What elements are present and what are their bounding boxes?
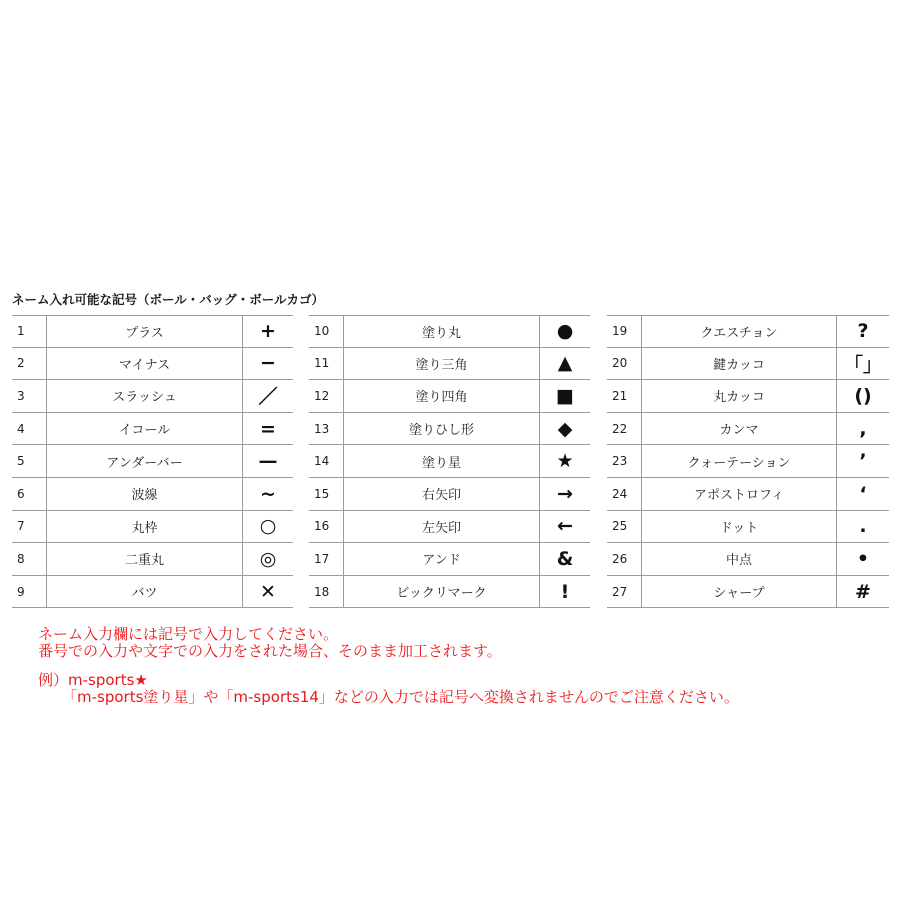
table-row [12, 576, 293, 609]
symbol-glyph: () [854, 384, 872, 407]
symbol-name: 丸枠 [46, 511, 243, 543]
table-row [12, 445, 293, 478]
table-row [12, 316, 293, 348]
table-row [309, 576, 590, 609]
symbol-glyph: & [556, 547, 574, 570]
example-text: 「m-sports塗り星」や「m-sports14」などの入力では記号へ変換されませんのでご注意ください。 [62, 688, 739, 706]
row-number: 14 [314, 454, 330, 469]
symbol-table-3 [607, 315, 889, 608]
table-row [309, 445, 590, 478]
table-row [607, 380, 889, 413]
symbol-glyph: ◎ [259, 547, 277, 570]
symbol-name: クォーテーション [641, 445, 837, 477]
row-number: 16 [314, 519, 330, 534]
symbol-name: カンマ [641, 413, 837, 445]
symbol-name: 二重丸 [46, 543, 243, 575]
symbol-name: アンダーバー [46, 445, 243, 477]
symbol-glyph: ? [857, 320, 869, 343]
table-row [607, 316, 889, 348]
table-row [309, 511, 590, 544]
symbol-table-1 [12, 315, 293, 608]
symbol-name: ビックリマーク [343, 576, 540, 608]
symbol-glyph: → [557, 482, 573, 505]
symbol-name: スラッシュ [46, 380, 243, 412]
row-number: 1 [17, 324, 25, 339]
symbol-name: 塗り星 [343, 445, 540, 477]
table-row [309, 348, 590, 381]
table-row [607, 576, 889, 609]
symbol-glyph: ’ [859, 450, 867, 473]
symbol-glyph: ! [560, 580, 570, 603]
symbol-name: ドット [641, 511, 837, 543]
table-row [607, 543, 889, 576]
symbol-glyph: ○ [259, 515, 277, 538]
symbol-table-2 [309, 315, 590, 608]
row-number: 24 [612, 486, 628, 501]
table-row [309, 380, 590, 413]
symbol-glyph: = [260, 417, 276, 440]
table-row [309, 316, 590, 348]
notice-text [38, 626, 739, 706]
symbol-name: 塗り丸 [343, 316, 540, 347]
table-row [309, 543, 590, 576]
symbol-name: イコール [46, 413, 243, 445]
row-number: 9 [17, 584, 25, 599]
symbol-glyph: ◆ [557, 417, 573, 440]
row-number: 22 [612, 421, 628, 436]
row-number: 11 [314, 356, 330, 371]
row-number: 26 [612, 551, 628, 566]
symbol-glyph: ● [556, 320, 574, 343]
row-number: 6 [17, 486, 25, 501]
symbol-glyph: − [260, 352, 276, 375]
row-number: 7 [17, 519, 25, 534]
symbol-glyph: . [859, 515, 867, 538]
symbol-name: 塗り四角 [343, 380, 540, 412]
symbol-glyph: ← [557, 515, 573, 538]
table-row [12, 511, 293, 544]
symbol-glyph: , [859, 417, 867, 440]
row-number: 23 [612, 454, 628, 469]
symbol-name: 中点 [641, 543, 837, 575]
row-number: 27 [612, 584, 628, 599]
symbol-glyph: ‘ [859, 482, 867, 505]
row-number: 13 [314, 421, 330, 436]
symbol-name: アポストロフィ [641, 478, 837, 510]
row-number: 18 [314, 584, 330, 599]
row-number: 19 [612, 324, 628, 339]
symbol-name: プラス [46, 316, 243, 347]
symbol-glyph: ✕ [260, 580, 276, 603]
symbol-name: 左矢印 [343, 511, 540, 543]
symbol-name: 塗り三角 [343, 348, 540, 380]
table-row [12, 413, 293, 446]
symbol-glyph: • [856, 547, 870, 570]
symbol-glyph: ★ [556, 450, 574, 473]
symbol-name: 丸カッコ [641, 380, 837, 412]
symbol-name: 鍵カッコ [641, 348, 837, 380]
table-row [12, 380, 293, 413]
example-label: 例）m-sports★ [38, 671, 148, 689]
symbol-name: バツ [46, 576, 243, 608]
notice-line: ネーム入力欄には記号で入力してください。 [38, 625, 339, 643]
symbol-glyph: # [855, 580, 871, 603]
symbol-name: マイナス [46, 348, 243, 380]
table-row [607, 511, 889, 544]
row-number: 10 [314, 324, 330, 339]
symbol-name: 波線 [46, 478, 243, 510]
table-row [607, 413, 889, 446]
row-number: 17 [314, 551, 330, 566]
table-row [12, 543, 293, 576]
row-number: 12 [314, 388, 330, 403]
table-row [607, 445, 889, 478]
row-number: 8 [17, 551, 25, 566]
table-row [309, 478, 590, 511]
table-row [607, 348, 889, 381]
table-row [12, 478, 293, 511]
page-title: ネーム入れ可能な記号（ボール・バッグ・ボールカゴ） [12, 292, 325, 307]
symbol-name: 塗りひし形 [343, 413, 540, 445]
row-number: 15 [314, 486, 330, 501]
symbol-glyph: ~ [260, 482, 276, 505]
row-number: 3 [17, 388, 25, 403]
row-number: 2 [17, 356, 25, 371]
row-number: 5 [17, 454, 25, 469]
row-number: 20 [612, 356, 628, 371]
symbol-glyph: + [260, 320, 276, 343]
symbol-glyph: — [258, 450, 278, 473]
table-row [12, 348, 293, 381]
table-row [309, 413, 590, 446]
row-number: 25 [612, 519, 628, 534]
symbol-name: 右矢印 [343, 478, 540, 510]
row-number: 4 [17, 421, 25, 436]
symbol-name: アンド [343, 543, 540, 575]
symbol-glyph: ■ [556, 384, 574, 407]
symbol-name: シャープ [641, 576, 837, 608]
symbol-glyph: ／ [258, 386, 278, 409]
notice-line: 番号での入力や文字での入力をされた場合、そのまま加工されます。 [38, 642, 502, 660]
symbol-glyph: 「」 [843, 353, 882, 376]
table-row [607, 478, 889, 511]
symbol-name: クエスチョン [641, 316, 837, 347]
symbol-glyph: ▲ [557, 352, 573, 375]
row-number: 21 [612, 388, 628, 403]
